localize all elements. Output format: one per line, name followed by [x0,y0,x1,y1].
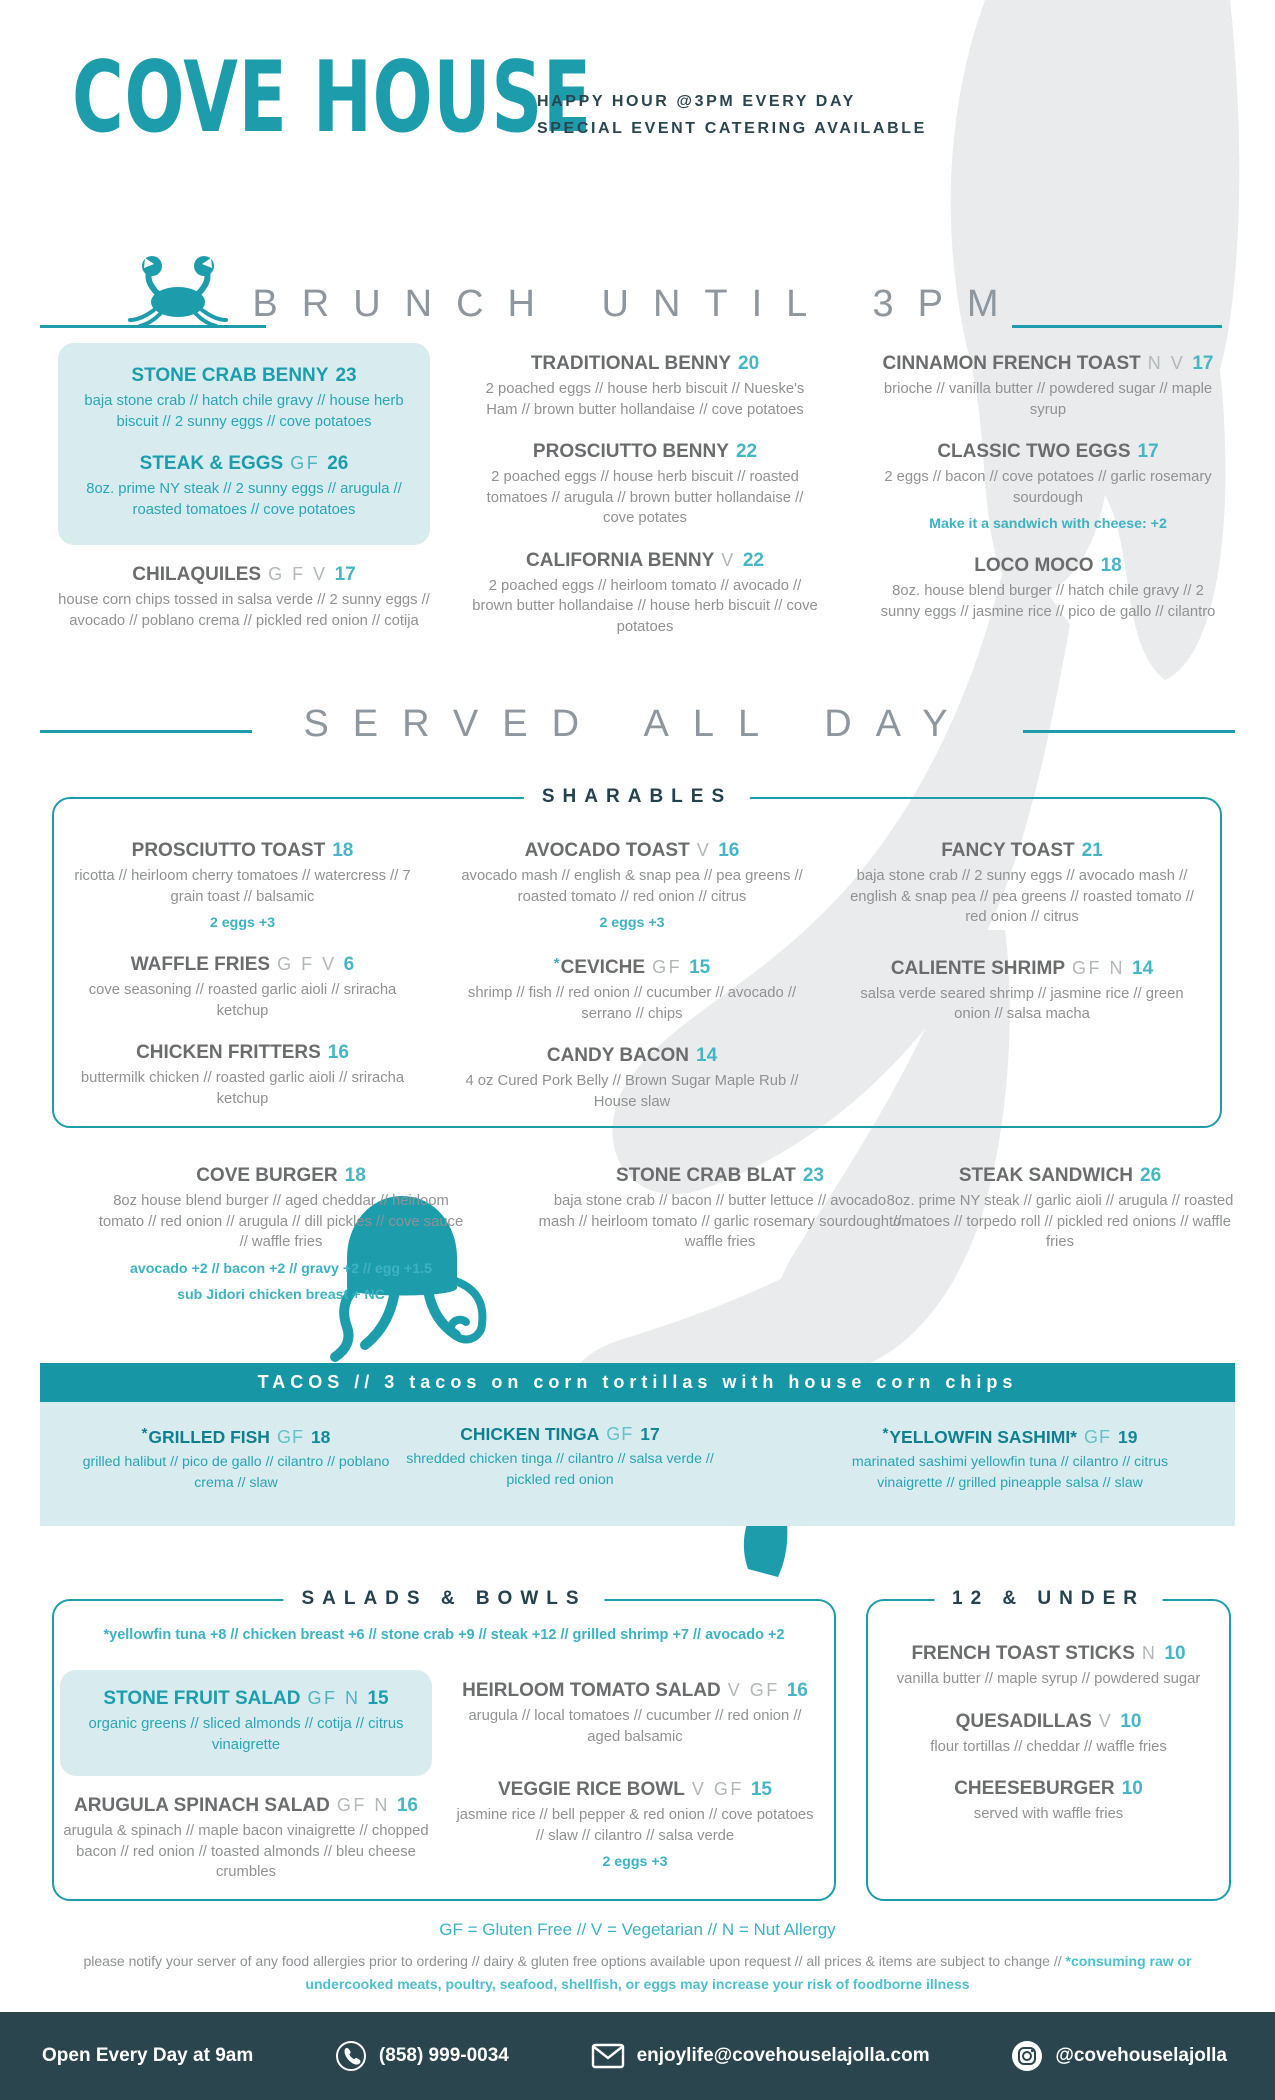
item-desc: house corn chips tossed in salsa verde // 2 sunny eggs // avocado // poblano crema // pickled red onion // cotija [58,592,430,629]
item-tags: V GF [727,1680,780,1700]
item-tags: GF [290,453,321,473]
brand-logo: COVE HOUSE [72,41,592,155]
item-title [868,1709,1229,1734]
sharables-column-3 [842,838,1202,1044]
item-name: GRILLED FISH [148,1427,270,1447]
item-desc: buttermilk chicken // roasted garlic aioli // sriracha ketchup [80,1070,405,1107]
tagline-catering: SPECIAL EVENT CATERING AVAILABLE [537,120,927,137]
envelope-icon [591,2043,625,2069]
item-desc: brioche // vanilla butter // powdered sugar // maple syrup [883,381,1213,418]
item-title [868,1641,1229,1666]
item-name: COVE BURGER [196,1165,338,1186]
menu-item-classic-two-eggs [878,439,1218,534]
item-tags: V [696,840,712,860]
email-address[interactable]: enjoylife@covehouselajolla.com [636,2045,930,2066]
item-title [68,451,420,476]
item-desc: arugula & spinach // maple bacon vinaigrette // chopped bacon // red onion // toasted almonds // bleu cheese crumbles [63,1823,429,1880]
item-price: 16 [718,840,740,861]
item-desc: baja stone crab // 2 sunny eggs // avocado mash // english & snap pea // pea greens // roasted tomato // red onion // citrus [850,868,1194,925]
item-title [828,1422,1192,1449]
item-price: 15 [367,1688,389,1709]
instagram-handle[interactable]: @covehouselajolla [1055,2045,1227,2066]
menu-item-ceviche [452,952,812,1024]
item-price: 26 [327,453,349,474]
mains-column-3 [874,1163,1246,1272]
phone-icon [335,2040,367,2072]
menu-item-stone-crab-blat [534,1163,906,1253]
menu-item-prosciutto-benny [472,439,818,529]
item-desc: grilled halibut // pico de gallo // cilantro // poblano crema // slaw [82,1454,390,1491]
item-price: 23 [802,1165,824,1186]
item-title [472,351,818,376]
brunch-column-1 [58,343,430,650]
menu-item-fancy-toast [842,838,1202,928]
menu-item-traditional-benny [472,351,818,420]
item-title [472,548,818,573]
menu-item-arugula-spinach-salad [60,1793,432,1883]
brunch-heading: BRUNCH UNTIL 3PM [252,283,1023,325]
item-title [452,838,812,863]
item-desc: shredded chicken tinga // cilantro // salsa verde // pickled red onion [406,1451,714,1488]
item-tags: V GF [691,1779,744,1799]
item-title [60,1793,432,1818]
item-price: 14 [696,1045,718,1066]
item-price: 6 [343,954,355,975]
item-price: 16 [327,1042,349,1063]
item-desc: served with waffle fries [973,1806,1124,1822]
item-note: 2 eggs +3 [599,915,665,931]
item-price: 19 [1118,1427,1138,1447]
menu-item-stone-fruit-salad [68,1686,424,1755]
menu-item-chicken-fritters [70,1040,415,1109]
item-price: 16 [786,1680,808,1701]
item-name: QUESADILLAS [955,1710,1092,1732]
item-desc: organic greens // sliced almonds // cotija // citrus vinaigrette [88,1716,404,1753]
item-tags: G F V [277,954,337,974]
item-name: PROSCIUTTO BENNY [532,441,729,462]
item-desc: 2 poached eggs // house herb biscuit // roasted tomatoes // arugula // brown butter hollandaise // cove potates [486,469,804,526]
item-title [66,1422,406,1449]
menu-item-prosciutto-toast [70,838,415,933]
item-title [534,1163,906,1188]
item-tags: N V [1147,353,1186,373]
item-name: CINNAMON FRENCH TOAST [882,353,1141,374]
item-price: 20 [738,353,760,374]
item-title [70,1040,415,1065]
kids-title: 12 & UNDER [934,1588,1163,1610]
item-desc: 2 eggs // bacon // cove potatoes // garlic rosemary sourdough [884,469,1212,506]
item-name: CHICKEN TINGA [460,1424,600,1444]
item-name: CLASSIC TWO EGGS [937,441,1131,462]
item-desc: 8oz. prime NY steak // garlic aioli // arugula // roasted tomatoes // torpedo roll // pickled red onions // waffle fries [886,1193,1234,1250]
hours-text: Open Every Day at 9am [42,2045,254,2066]
footer-phone[interactable] [335,2040,509,2072]
brunch-column-2 [472,351,818,656]
featured-salad-box [60,1670,432,1776]
item-name: STEAK SANDWICH [958,1165,1134,1186]
menu-item-steak-and-eggs [68,451,420,520]
item-desc: ricotta // heirloom cherry tomatoes // watercress // 7 grain toast // balsamic [74,868,411,905]
item-desc: flour tortillas // cheddar // waffle fries [930,1738,1167,1755]
item-name: CHILAQUILES [132,564,262,585]
item-name: STONE FRUIT SALAD [103,1688,301,1709]
item-price: 23 [335,365,357,386]
item-price: 18 [1100,555,1122,576]
item-desc: marinated sashimi yellowfin tuna // cilantro // citrus vinaigrette // grilled pineapple salsa // slaw [851,1454,1169,1491]
item-desc: jasmine rice // bell pepper & red onion // cove potatoes // slaw // cilantro // salsa verde [456,1807,814,1844]
item-name: FRENCH TOAST STICKS [911,1643,1135,1664]
item-price: 17 [1137,441,1159,462]
item-desc: 8oz. house blend burger // hatch chile gravy // 2 sunny eggs // jasmine rice // pico de gallo // cilantro [880,583,1216,620]
item-name: HEIRLOOM TOMATO SALAD [462,1680,721,1701]
taco-item-yellowfin-sashimi [828,1422,1192,1512]
served-all-day-heading: SERVED ALL DAY [303,703,972,745]
item-tags: GF N [1072,957,1126,978]
item-desc: baja stone crab // bacon // butter lettuce // avocado mash // heirloom tomato // garlic rosemary sourdough // waffle fries [538,1193,902,1250]
item-price: 18 [344,1165,366,1186]
item-tags: GF N [307,1688,361,1708]
dietary-legend: GF = Gluten Free // V = Vegetarian // N = Nut Allergy [439,1920,836,1939]
item-title [68,1686,424,1711]
item-title [874,1163,1246,1188]
phone-number[interactable]: (858) 999-0034 [378,2045,509,2066]
item-desc: shrimp // fish // red onion // cucumber // avocado // serrano // chips [467,985,797,1022]
header-taglines [537,88,927,142]
sharables-column-1 [70,838,415,1128]
item-desc: 2 poached eggs // heirloom tomato // avocado // brown butter hollandaise // house herb biscuit // cove potatoes [472,577,818,635]
tacos-banner: TACOS // 3 tacos on corn tortillas with house corn chips [40,1363,1235,1402]
brunch-column-3 [878,351,1218,641]
footer-email[interactable] [591,2043,930,2069]
menu-item-heirloom-tomato-salad [452,1678,818,1747]
item-price: 21 [1081,840,1103,861]
salads-title: SALADS & BOWLS [283,1588,604,1610]
item-desc: 8oz house blend burger // aged cheddar // heirloom tomato // red onion // arugula // dill pickles // cove sauce // waffle fries [98,1193,464,1250]
item-tags: GF N [336,1795,390,1815]
item-title [70,838,415,863]
item-desc: arugula // local tomatoes // cucumber // red onion // aged balsamic [468,1708,802,1745]
item-name: LOCO MOCO [974,555,1094,576]
item-price: 17 [640,1424,660,1444]
allergy-disclaimer [80,1950,1195,1996]
item-name: CHICKEN FRITTERS [136,1042,321,1063]
item-desc: 8oz. prime NY steak // 2 sunny eggs // arugula // roasted tomatoes // cove potatoes [86,481,402,518]
item-name: CHEESEBURGER [954,1778,1115,1799]
item-price: 10 [1164,1643,1186,1664]
taco-item-chicken-tinga [390,1422,730,1509]
item-name: ARUGULA SPINACH SALAD [74,1795,330,1816]
item-desc: vanilla butter // maple syrup // powdered sugar [896,1671,1201,1687]
item-note: 2 eggs +3 [209,915,276,931]
item-name: FANCY TOAST [941,840,1075,861]
item-title [842,956,1202,981]
disclaimer-plain-text: please notify your server of any food allergies prior to ordering // dairy & gluten free options available upon request // all prices & items are subject to change // [83,1953,1066,1969]
mains-column-2 [534,1163,906,1272]
item-desc: avocado mash // english & snap pea // pea greens // roasted tomato // red onion // citrus [461,868,803,905]
raw-asterisk: * [553,955,560,972]
item-tags: GF [652,957,683,977]
item-name: CEVICHE [560,957,646,978]
item-price: 17 [1192,353,1214,374]
item-price: 14 [1132,957,1154,979]
item-name: CALIENTE SHRIMP [890,957,1066,979]
salad-addons-line: *yellowfin tuna +8 // chicken breast +6 // stone crab +9 // steak +12 // grilled shrimp +7 // avocado +2 [103,1627,785,1643]
item-tags: G F V [268,564,328,584]
menu-item-french-toast-sticks [868,1641,1229,1690]
menu-item-cove-burger [95,1163,467,1305]
menu-item-cinnamon-french-toast [878,351,1218,420]
item-price: 17 [334,564,356,585]
item-title [878,351,1218,376]
item-desc: cove seasoning // roasted garlic aioli // sriracha ketchup [88,982,397,1019]
item-title [68,363,420,388]
tagline-happy-hour: HAPPY HOUR @3PM EVERY DAY [537,93,856,110]
item-title [452,1678,818,1703]
item-title [842,838,1202,863]
item-title [58,562,430,587]
item-price: 22 [742,549,764,571]
footer-hours [42,2045,253,2067]
item-name: STONE CRAB BLAT [616,1165,796,1186]
menu-item [390,1422,730,1490]
item-title [452,1777,818,1802]
item-tags: V [1098,1710,1114,1731]
item-tags: GF [606,1424,634,1444]
mains-column-1 [95,1163,467,1324]
item-tags: V [721,549,736,570]
menu-item-california-benny [472,548,818,638]
menu-item [828,1422,1192,1493]
item-sub-note: sub Jidori chicken breast + NC [177,1286,385,1303]
item-title [70,952,415,977]
item-price: 15 [750,1779,772,1800]
item-name: CANDY BACON [546,1045,690,1066]
item-price: 15 [689,957,711,978]
menu-item-steak-sandwich [874,1163,1246,1253]
featured-items-box [58,343,430,545]
menu-item-veggie-rice-bowl [452,1777,818,1872]
salads-column-1 [60,1670,432,1902]
item-addons-note: avocado +2 // bacon +2 // gravy +2 // egg +1.5 [129,1260,433,1277]
disclaimer-raw-warning: *consuming raw or undercooked meats, poultry, seafood, shellfish, or eggs may increase your risk of foodborne illness [305,1953,1192,1992]
item-title [452,1043,812,1068]
item-desc: baja stone crab // hatch chile gravy // house herb biscuit // 2 sunny eggs // cove potatoes [84,393,404,430]
item-name: WAFFLE FRIES [130,954,271,975]
footer-instagram[interactable] [1011,2040,1227,2072]
item-price: 18 [332,840,354,861]
item-title [878,439,1218,464]
menu-item-quesadillas [868,1709,1229,1758]
menu-item [66,1422,406,1493]
item-name: STONE CRAB BENNY [131,365,329,386]
sharables-title: SHARABLES [524,786,750,808]
item-price: 16 [396,1795,418,1816]
item-name: YELLOWFIN SASHIMI* [889,1427,1077,1447]
item-title [95,1163,467,1188]
item-name: VEGGIE RICE BOWL [497,1779,685,1800]
item-tags: GF [1084,1427,1111,1447]
item-price: 22 [735,441,758,462]
item-desc: 2 poached eggs // house herb biscuit // Nueske's Ham // brown butter hollandaise // cove potatoes [485,381,805,418]
item-title [390,1422,730,1446]
item-desc: salsa verde seared shrimp // jasmine rice // green onion // salsa macha [860,985,1184,1022]
item-name: CALIFORNIA BENNY [526,549,715,571]
kids-box [866,1588,1231,1901]
sharables-column-2 [452,838,812,1131]
salads-column-2 [452,1678,818,1891]
item-tags: N [1141,1643,1158,1663]
menu-item-loco-moco [878,553,1218,622]
menu-item-waffle-fries [70,952,415,1021]
item-desc: 4 oz Cured Pork Belly // Brown Sugar Maple Rub // House slaw [465,1073,799,1110]
kids-items [868,1601,1229,1825]
item-title [868,1776,1229,1801]
item-tags: GF [276,1427,304,1447]
item-price: 26 [1140,1165,1162,1186]
raw-asterisk: * [141,1425,148,1442]
item-name: AVOCADO TOAST [524,840,690,861]
taco-item-grilled-fish [66,1422,406,1512]
instagram-icon [1011,2040,1043,2072]
menu-item-stone-crab-benny [68,363,420,432]
footer-bar [0,2012,1275,2100]
menu-item-chilaquiles [58,562,430,631]
item-note: Make it a sandwich with cheese: +2 [929,516,1167,532]
menu-item-cheeseburger [868,1776,1229,1825]
item-title [452,952,812,980]
raw-asterisk: * [882,1425,889,1442]
item-name: STEAK & EGGS [139,453,284,474]
item-note: 2 eggs +3 [602,1854,668,1870]
item-title [878,553,1218,578]
item-price: 10 [1120,1710,1142,1732]
item-title [472,439,818,464]
menu-item-candy-bacon [452,1043,812,1112]
item-name: PROSCIUTTO TOAST [131,840,326,861]
item-name: TRADITIONAL BENNY [530,353,732,374]
menu-item-avocado-toast [452,838,812,933]
item-price: 18 [310,1427,331,1447]
item-price: 10 [1121,1778,1143,1799]
menu-item-caliente-shrimp [842,956,1202,1025]
